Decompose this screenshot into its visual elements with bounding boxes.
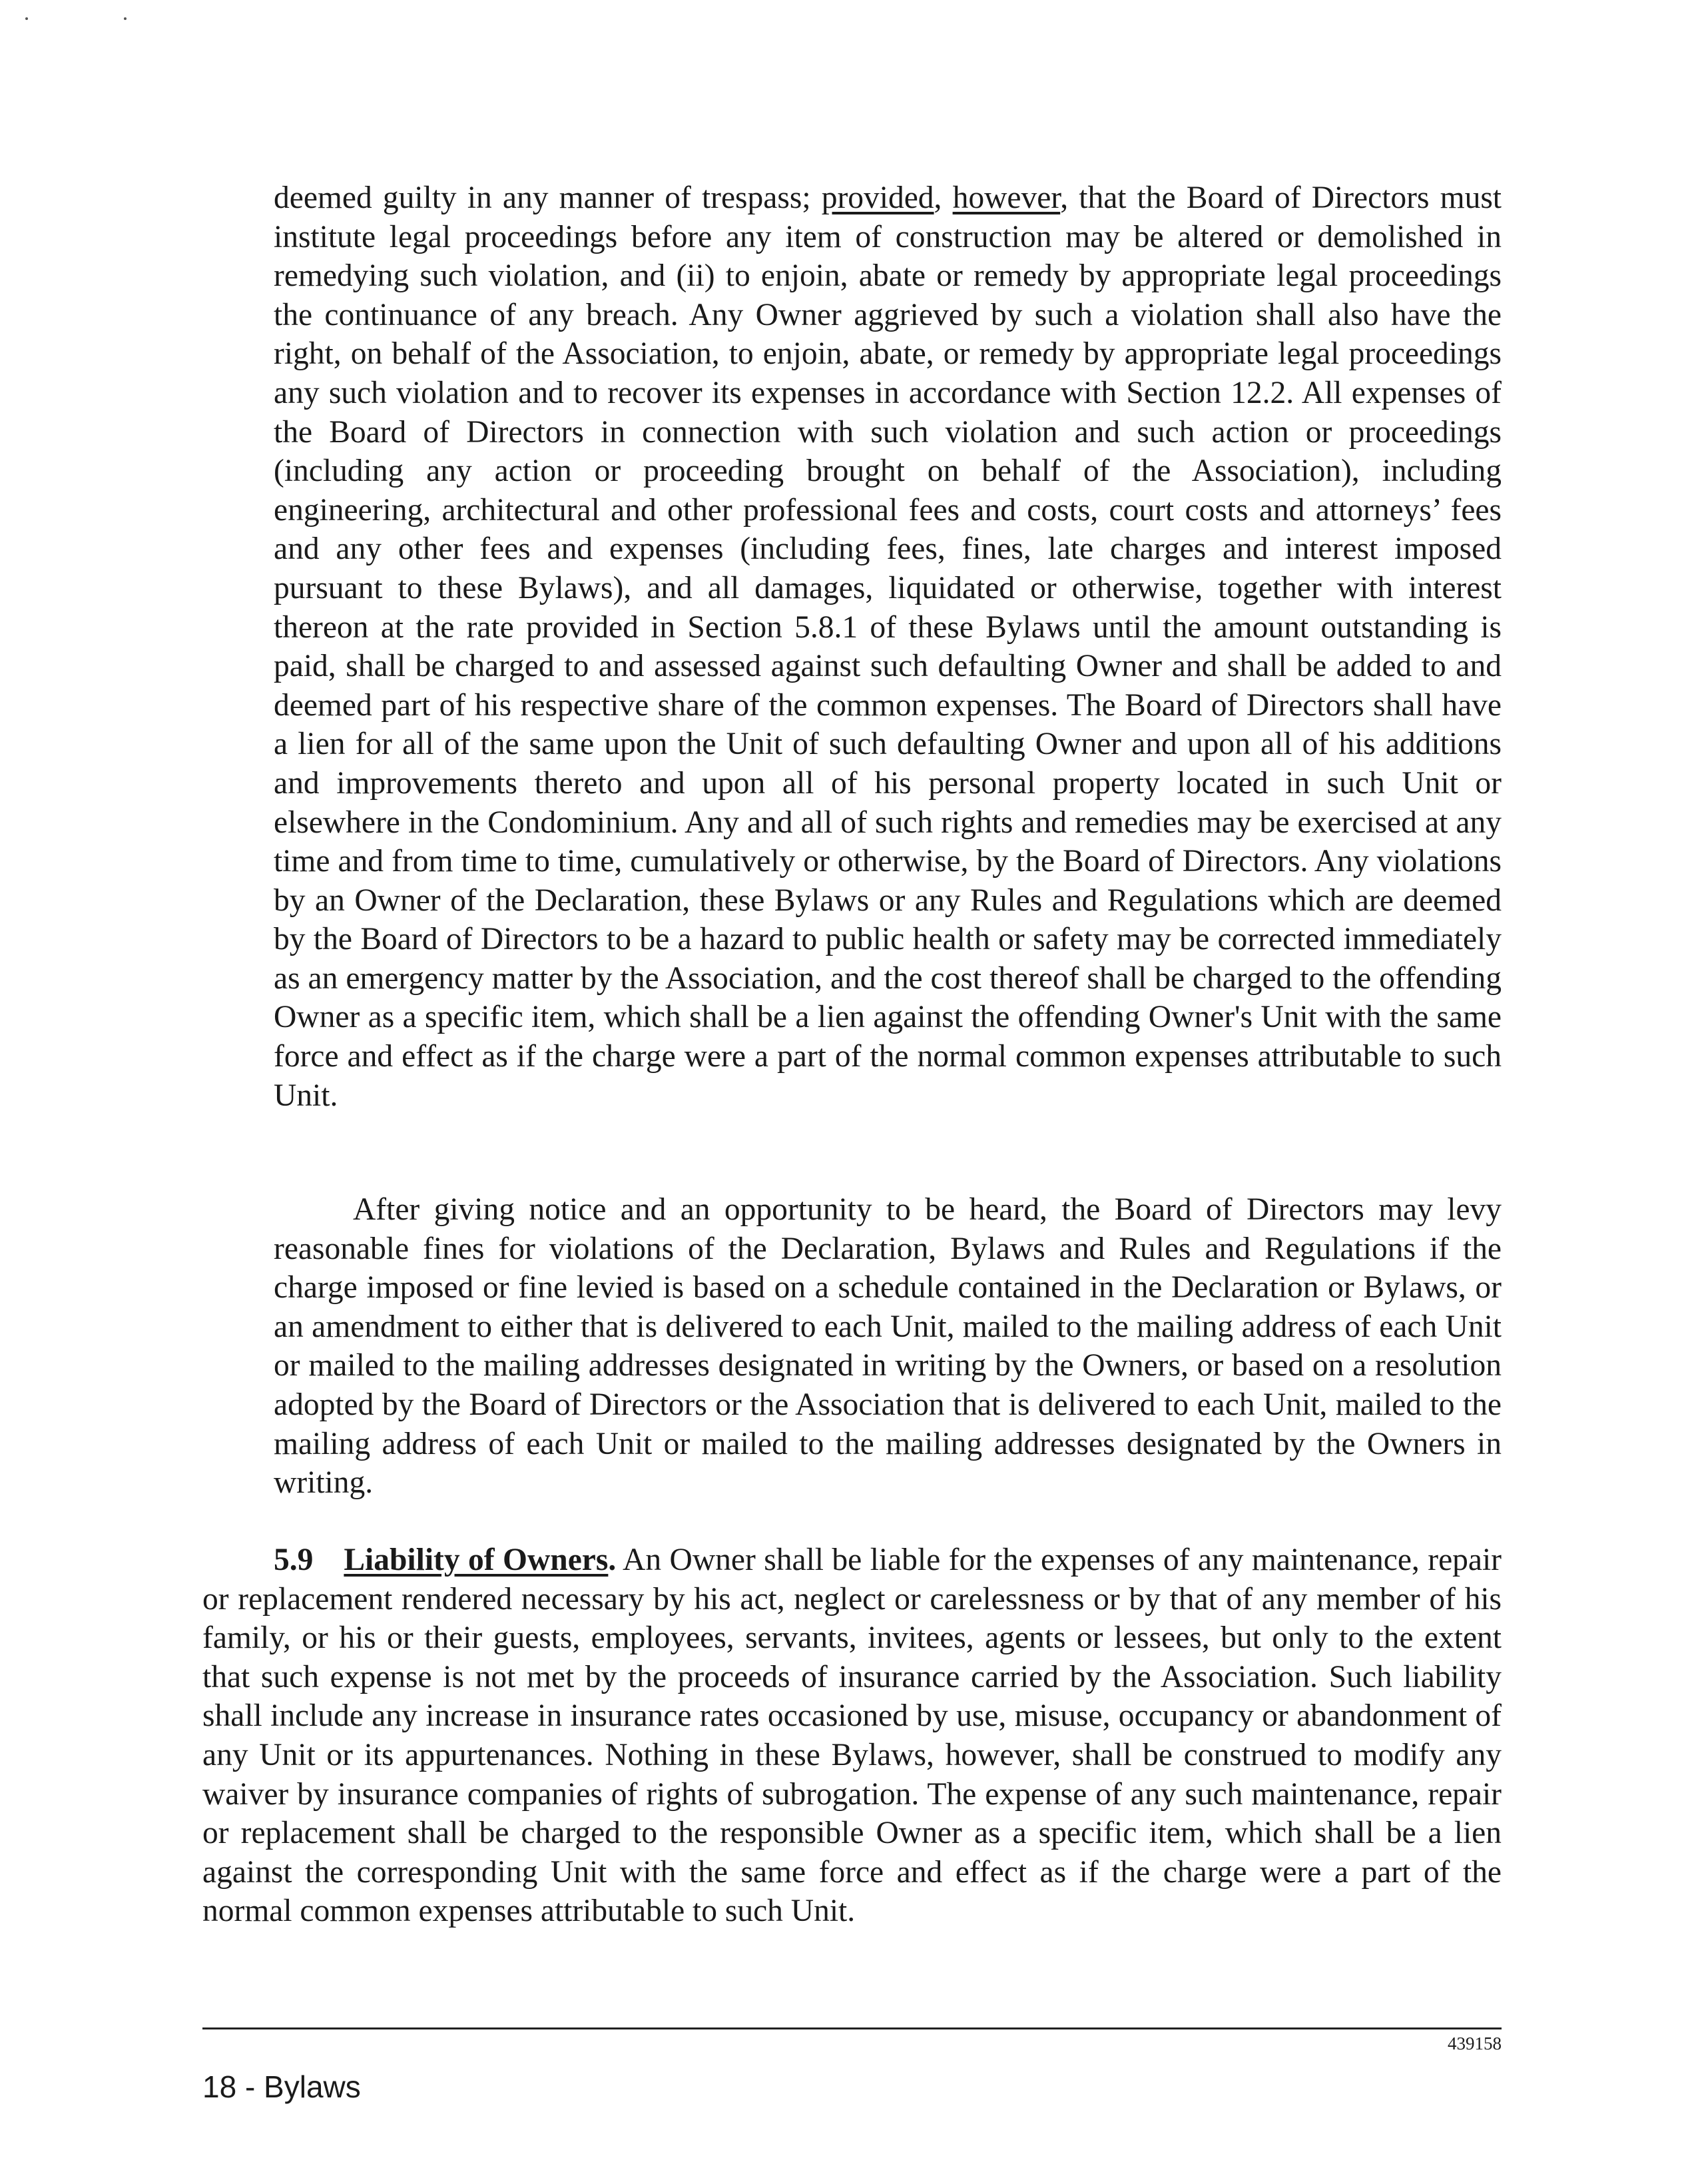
paragraph-text: , that the Board of Directors must institute legal proceedings before any item of construction may be altered or demolished in remedying such violation, and (ii) to enjoin, abate or remedy by appropriate legal proceedings the continuance of any breach. Any Owner aggrieved by such a violation shall also have the right, on behalf of the Association, to enjoin, abate, or remedy by appropriate legal proceedings any such violation and to recover its expenses in accordance with Section 12.2. All expenses of the Board of Directors in connection with such violation and such action or proceedings (including any action or proceeding brought on behalf of the Association), including engineering, architectural and other professional fees and costs, court costs and attorneys’ fees and any other fees and expenses (including fees, fines, late charges and interest imposed pursuant to these Bylaws), and all damages, liquidated or otherwise, together with interest thereon at the rate provided in Section 5.8.1 of these Bylaws until the amount outstanding is paid, shall be charged to and assessed against such defaulting Owner and shall be added to and deemed part of his respective share of the common expenses. The Board of Directors shall have a lien for all of the same upon the Unit of such defaulting Owner and upon all of his additions and improvements thereto and upon all of his personal property located in such Unit or elsewhere in the Condominium. Any and all of such rights and remedies may be exercised at any time and from time to time, cumulatively or otherwise, by the Board of Directors. Any violations by an Owner of the Declaration, these Bylaws or any Rules and Regulations which are deemed by the Board of Directors to be a hazard to public health or safety may be corrected immediately as an emergency matter by the Association, and the cost thereof shall be charged to the offending Owner as a specific item, which shall be a lien against the offending Owner's Unit with the same force and effect as if the charge were a part of the normal common expenses attributable to such Unit.: [274, 181, 1502, 1113]
scan-artifact-dot: [25, 17, 28, 20]
paragraph-text: deemed guilty in any manner of trespass;: [274, 181, 822, 215]
section-5-9: 5.9 Liability of Owners. An Owner shall be liable for the expenses of any maintenance, repair or replacement rendered necessary by his act, neglect or carelessness or by that of any member of his family, or his or their guests, employees, servants, invitees, agents or lessees, but only to the extent that such expense is not met by the proceeds of insurance carried by the Association. Such liability shall include any increase in insurance rates occasioned by use, misuse, occupancy or abandonment of any Unit or its appurtenances. Nothing in these Bylaws, however, shall be construed to modify any waiver by insurance companies of rights of subrogation. The expense of any such maintenance, repair or replacement shall be charged to the responsible Owner as a specific item, which shall be a lien against the corresponding Unit with the same force and effect as if the charge were a part of the normal common expenses attributable to such Unit.: [202, 1543, 1502, 1929]
scan-artifact-dot: [124, 17, 127, 20]
document-number: 439158: [1448, 2033, 1502, 2053]
paragraph-enforcement: deemed guilty in any manner of trespass; provided, however, that the Board of Directors must institute legal proceedings before any item of construction may be altered or demolished in remedying such violation, and (ii) to enjoin, abate or remedy by appropriate legal proceedings the continuance of any breach. Any Owner aggrieved by such a violation shall also have the right, on behalf of the Association, to enjoin, abate, or remedy by appropriate legal proceedings any such violation and to recover its expenses in accordance with Section 12.2. All expenses of the Board of Directors in connection with such violation and such action or proceedings (including any action or proceeding brought on behalf of the Association), including engineering, architectural and other professional fees and costs, court costs and attorneys’ fees and any other fees and expenses (including fees, fines, late charges and interest imposed pursuant to these Bylaws), and all damages, liquidated or otherwise, together with interest thereon at the rate provided in Section 5.8.1 of these Bylaws until the amount outstanding is paid, shall be charged to and assessed against such defaulting Owner and shall be added to and deemed part of his respective share of the common expenses. The Board of Directors shall have a lien for all of the same upon the Unit of such defaulting Owner and upon all of his additions and improvements thereto and upon all of his personal property located in such Unit or elsewhere in the Condominium. Any and all of such rights and remedies may be exercised at any time and from time to time, cumulatively or otherwise, by the Board of Directors. Any violations by an Owner of the Declaration, these Bylaws or any Rules and Regulations which are deemed by the Board of Directors to be a hazard to public health or safety may be corrected immediately as an emergency matter by the Association, and the cost thereof shall be charged to the offending Owner as a specific item, which shall be a lien against the offending Owner's Unit with the same force and effect as if the charge were a part of the normal common expenses attributable to such Unit.: [274, 181, 1502, 1113]
footer-divider: [202, 2027, 1502, 2029]
section-number: 5.9: [274, 1543, 314, 1577]
page-footer-label: 18 - Bylaws: [202, 2069, 361, 2104]
section-body: An Owner shall be liable for the expenses of any maintenance, repair or replacement rendered necessary by his act, neglect or carelessness or by that of any member of his family, or his or their guests, employees, servants, invitees, agents or lessees, but only to the extent that such expense is not met by the proceeds of insurance carried by the Association. Such liability shall include any increase in insurance rates occasioned by use, misuse, occupancy or abandonment of any Unit or its appurtenances. Nothing in these Bylaws, however, shall be construed to modify any waiver by insurance companies of rights of subrogation. The expense of any such maintenance, repair or replacement shall be charged to the responsible Owner as a specific item, which shall be a lien against the corresponding Unit with the same force and effect as if the charge were a part of the normal common expenses attributable to such Unit.: [202, 1543, 1502, 1929]
underlined-term-provided: provided: [821, 181, 934, 215]
section-title: Liability of Owners: [344, 1543, 609, 1577]
underlined-term-however: however: [952, 181, 1061, 215]
paragraph-fines: After giving notice and an opportunity to be heard, the Board of Directors may levy reasonable fines for violations of the Declaration, Bylaws and Rules and Regulations if the charge imposed or fine levied is based on a schedule contained in the Declaration or Bylaws, or an amendment to either that is delivered to each Unit, mailed to the mailing address of each Unit or mailed to the mailing addresses designated in writing by the Owners, or based on a resolution adopted by the Board of Directors or the Association that is delivered to each Unit, mailed to the mailing address of each Unit or mailed to the mailing addresses designated by the Owners in writing.: [274, 1192, 1502, 1501]
